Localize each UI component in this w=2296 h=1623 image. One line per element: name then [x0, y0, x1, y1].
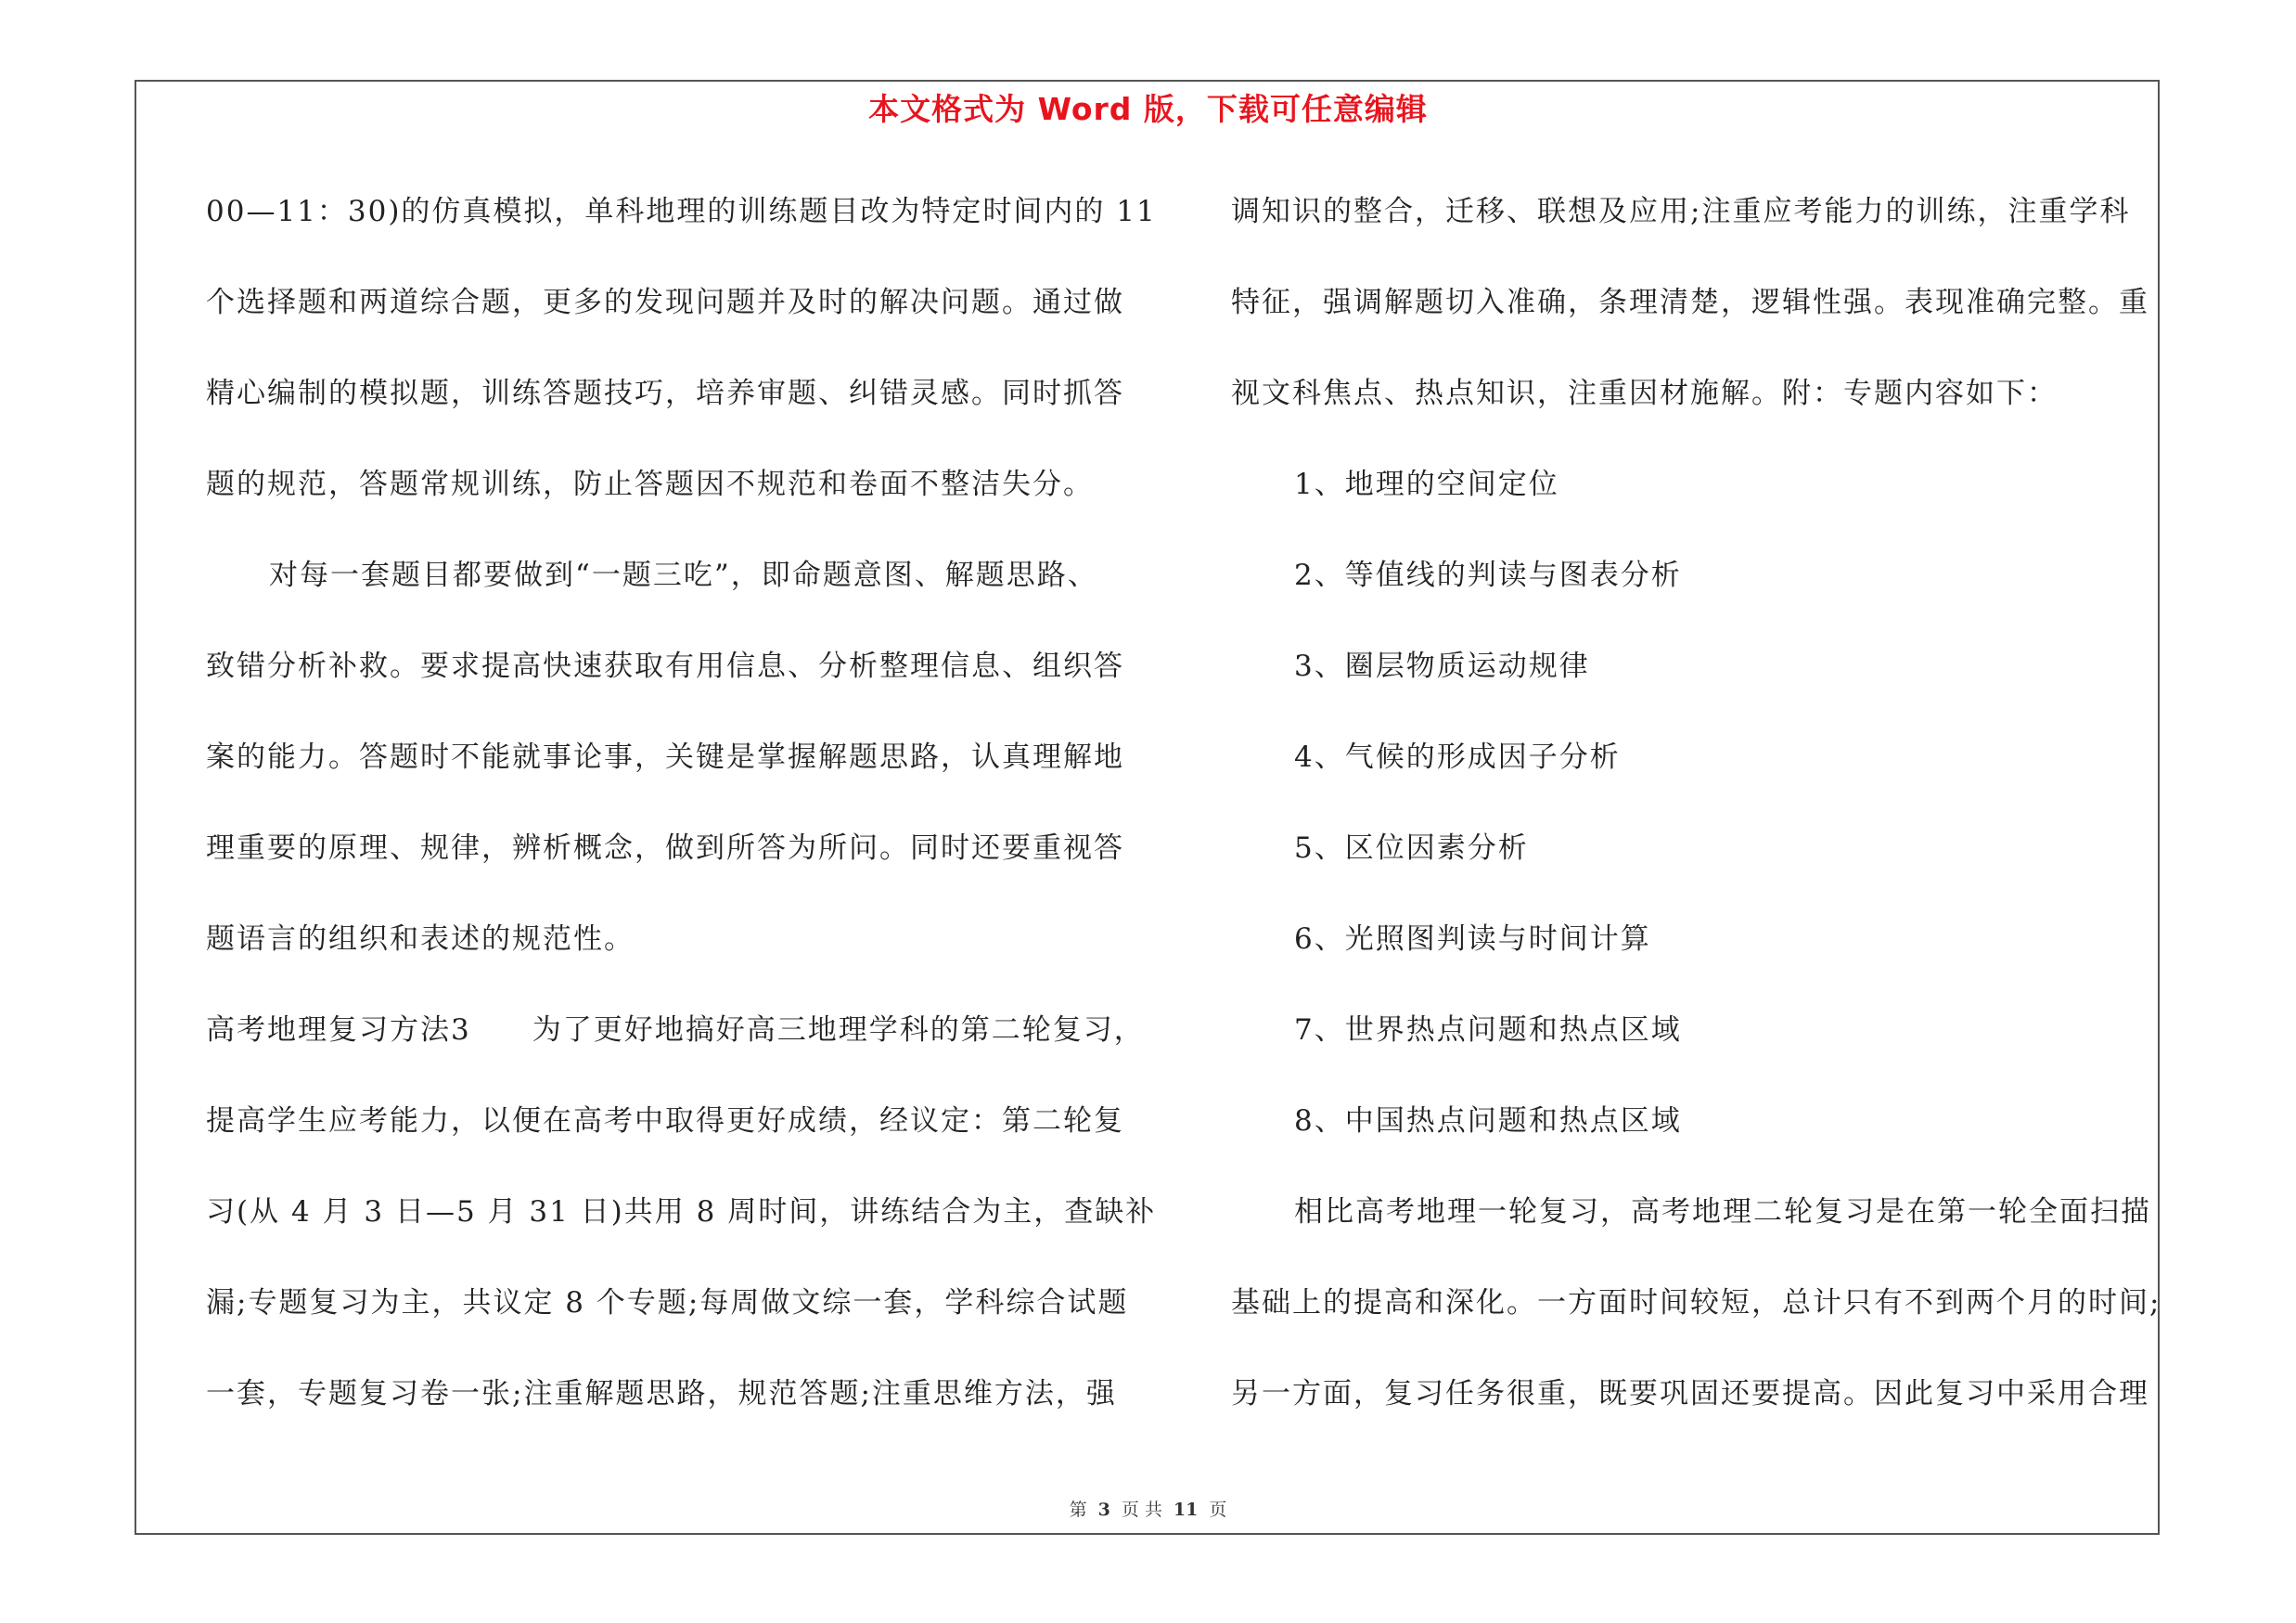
body-line: 漏;专题复习为主，共议定 8 个专题;每周做文综一套，学科综合试题	[206, 1286, 1129, 1320]
topic-list-item: 6、光照图判读与时间计算	[1294, 922, 1651, 956]
body-line: 一套，专题复习卷一张;注重解题思路，规范答题;注重思维方法，强	[206, 1377, 1117, 1410]
body-line: 基础上的提高和深化。一方面时间较短，总计只有不到两个月的时间;	[1231, 1286, 2161, 1320]
body-line: 对每一套题目都要做到“一题三吃”，即命题意图、解题思路、	[269, 559, 1098, 592]
body-line: 视文科焦点、热点知识，注重因材施解。附：专题内容如下：	[1231, 377, 2058, 410]
body-line: 特征，强调解题切入准确，条理清楚，逻辑性强。表现准确完整。重	[1231, 286, 2149, 319]
section-heading-line: 高考地理复习方法3 为了更好地搞好高三地理学科的第二轮复习，	[206, 1013, 1145, 1047]
body-line: 致错分析补救。要求提高快速获取有用信息、分析整理信息、组织答	[206, 650, 1124, 683]
page-prefix: 第	[1069, 1500, 1087, 1520]
topic-list-item: 2、等值线的判读与图表分析	[1294, 559, 1682, 592]
body-line: 相比高考地理一轮复习，高考地理二轮复习是在第一轮全面扫描	[1294, 1195, 2151, 1229]
body-line: 00—11：30)的仿真模拟，单科地理的训练题目改为特定时间内的 11	[206, 195, 1157, 228]
body-line: 题语言的组织和表述的规范性。	[206, 922, 635, 956]
body-line: 调知识的整合，迁移、联想及应用;注重应考能力的训练，注重学科	[1231, 195, 2131, 228]
body-line: 个选择题和两道综合题，更多的发现问题并及时的解决问题。通过做	[206, 286, 1124, 319]
body-line: 案的能力。答题时不能就事论事，关键是掌握解题思路，认真理解地	[206, 741, 1124, 774]
body-line: 精心编制的模拟题，训练答题技巧，培养审题、纠错灵感。同时抓答	[206, 377, 1124, 410]
topic-list-item: 1、地理的空间定位	[1294, 468, 1559, 501]
body-line: 习(从 4 月 3 日—5 月 31 日)共用 8 周时间，讲练结合为主，查缺补	[206, 1195, 1157, 1229]
body-line: 提高学生应考能力，以便在高考中取得更好成绩，经议定：第二轮复	[206, 1104, 1124, 1138]
format-notice-banner: 本文格式为 Word 版，下载可任意编辑	[868, 91, 1428, 127]
body-line: 理重要的原理、规律，辨析概念，做到所答为所问。同时还要重视答	[206, 831, 1124, 865]
body-line: 另一方面，复习任务很重，既要巩固还要提高。因此复习中采用合理	[1231, 1377, 2149, 1410]
total-pages-number: 11	[1173, 1500, 1199, 1520]
body-line: 题的规范，答题常规训练，防止答题因不规范和卷面不整洁失分。	[206, 468, 1094, 501]
page-middle: 页 共	[1121, 1500, 1162, 1520]
topic-list-item: 3、圈层物质运动规律	[1294, 650, 1590, 683]
topic-list-item: 7、世界热点问题和热点区域	[1294, 1013, 1682, 1047]
page-number-footer	[0, 1496, 2296, 1521]
right-text-column	[1231, 187, 2159, 1461]
topic-list-item: 4、气候的形成因子分析	[1294, 741, 1621, 774]
topic-list-item: 8、中国热点问题和热点区域	[1294, 1104, 1682, 1138]
current-page-number: 3	[1097, 1500, 1110, 1520]
left-text-column	[206, 187, 1157, 1461]
page-suffix: 页	[1209, 1500, 1227, 1520]
topic-list-item: 5、区位因素分析	[1294, 831, 1529, 865]
